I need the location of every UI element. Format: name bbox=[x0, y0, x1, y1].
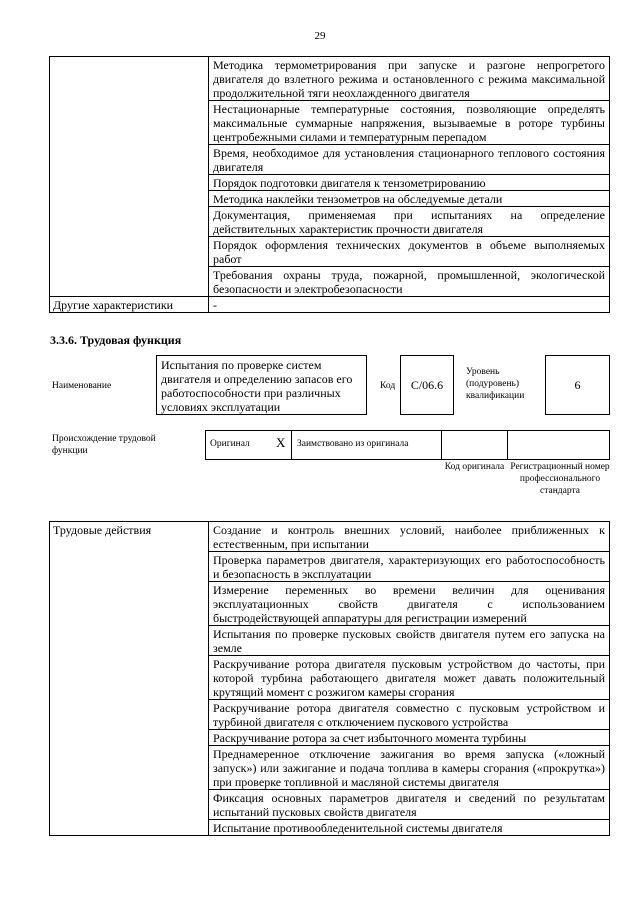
labour-action-row: Измерение переменных во времени величин для оценивания эксплуатационных свойств двигателя с использованием быстродействующей аппаратуры для регистрации измерений bbox=[209, 582, 610, 626]
knowledge-row: Время, необходимое для установления стационарного теплового состояния двигателя bbox=[209, 145, 610, 175]
other-characteristics-label: Другие характеристики bbox=[50, 297, 209, 313]
knowledge-row: Порядок оформления технических документов в объеме выполняемых работ bbox=[209, 237, 610, 267]
knowledge-row: Порядок подготовки двигателя к тензометрированию bbox=[209, 175, 610, 191]
labour-action-row: Раскручивание ротора двигателя совместно с пусковым устройством и турбиной двигателя с отключением пускового устройства bbox=[209, 700, 610, 730]
origin-label: Происхождение трудовой функции bbox=[52, 434, 156, 456]
labour-action-row: Раскручивание ротора за счет избыточного момента турбины bbox=[209, 730, 610, 746]
function-code-box: C/06.6 bbox=[400, 355, 454, 415]
labour-action-row: Фиксация основных параметров двигателя и сведений по результатам испытаний пусковых свойств двигателя bbox=[209, 790, 610, 820]
code-original-caption: Код оригинала bbox=[444, 462, 505, 472]
knowledge-row: Нестационарные температурные состояния, позволяющие определять максимальные суммарные напряжения, вызываемые в роторе турбины центробежными силами и температурным перепадом bbox=[209, 101, 610, 145]
knowledge-row: Методика термометрирования при запуске и разгоне непрогретого двигателя до взлетного режима и остановленного с режима максимальной продолжительной тяги неохлажденного двигателя bbox=[209, 57, 610, 101]
knowledge-row: Документация, применяемая при испытаниях на определение действительных характеристик прочности двигателя bbox=[209, 207, 610, 237]
labour-actions-label: Трудовые действия bbox=[50, 522, 209, 836]
labour-action-row: Проверка параметров двигателя, характеризующих его работоспособность и безопасность в эксплуатации bbox=[209, 552, 610, 582]
knowledge-label-cell bbox=[50, 57, 209, 297]
function-name-box: Испытания по проверке систем двигателя и определению запасов его работоспособности при различных условиях эксплуатации bbox=[156, 355, 367, 415]
labour-action-row: Создание и контроль внешних условий, наиболее приближенных к естественным, при испытании bbox=[209, 522, 610, 552]
code-original-cell bbox=[441, 430, 508, 460]
knowledge-row: Методика наклейки тензометров на обследуемые детали bbox=[209, 191, 610, 207]
borrowed-label: Заимствовано из оригинала bbox=[297, 439, 409, 449]
original-mark: X bbox=[276, 435, 286, 450]
name-label: Наименование bbox=[52, 381, 112, 391]
code-label: Код bbox=[380, 381, 396, 391]
page-number: 29 bbox=[314, 30, 326, 42]
level-label: Уровень (подуровень) квалификации bbox=[466, 367, 525, 401]
level-value-box: 6 bbox=[545, 355, 610, 415]
knowledge-table bbox=[49, 56, 610, 313]
labour-actions-table bbox=[49, 521, 610, 836]
labour-action-row: Испытание противообледенительной системы двигателя bbox=[209, 820, 610, 836]
labour-action-row: Раскручивание ротора двигателя пусковым устройством до частоты, при которой турбина работающего двигателя может давать положительный крутящий момент с розжигом камеры сгорания bbox=[209, 656, 610, 700]
labour-action-row: Преднамеренное отключение зажигания во время запуска («ложный запуск») или зажигание и подача топлива в камеры сгорания («прокрутка») при проверке топливной и масляной системы двигателя bbox=[209, 746, 610, 790]
other-characteristics-value: - bbox=[209, 297, 610, 313]
reg-number-caption: Регистрационный номер профессионального стандарта bbox=[510, 462, 610, 496]
section-title: 3.3.6. Трудовая функция bbox=[50, 333, 182, 347]
original-label: Оригинал bbox=[210, 439, 250, 449]
labour-action-row: Испытания по проверке пусковых свойств двигателя путем его запуска на земле bbox=[209, 626, 610, 656]
knowledge-row: Требования охраны труда, пожарной, промышленной, экологической безопасности и электробезопасности bbox=[209, 267, 610, 297]
